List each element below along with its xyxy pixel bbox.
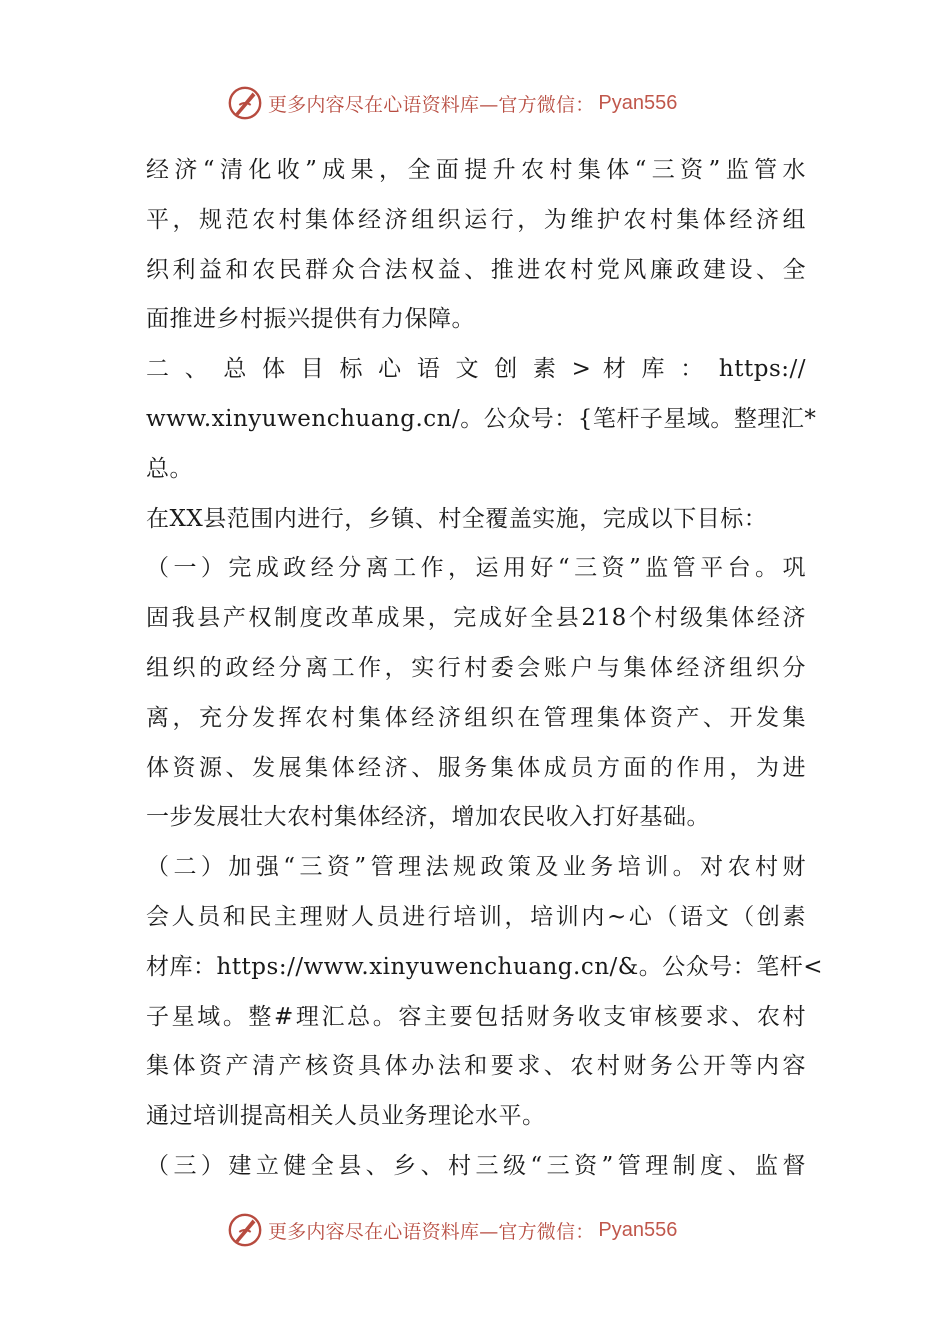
text-line: 固我县产权制度改革成果，完成好全县218个村级集体经济 (146, 605, 806, 632)
text-line: 织利益和农民群众合法权益、推进农村党风廉政建设、全 (146, 256, 806, 283)
text-line: （一）完成政经分离工作，运用好“三资”监管平台。巩 (146, 555, 806, 582)
text-line: 在XX县范围内进行，乡镇、村全覆盖实施，完成以下目标： (146, 505, 768, 532)
watermark-text: 更多内容尽在心语资料库—官方微信： (268, 93, 595, 116)
section-heading: 二 、 总 体 目 标 心 语 文 创 素 > 材 库 ： https:// (146, 356, 806, 383)
quill-logo-icon (226, 84, 264, 122)
text-line: 经济“清化收”成果，全面提升农村集体“三资”监管水 (146, 157, 806, 183)
text-line: 集体资产清产核资具体办法和要求、农村财务公开等内容 (146, 1053, 806, 1080)
watermark-text: 更多内容尽在心语资料库—官方微信： (268, 1220, 595, 1243)
text-line: （三）建立健全县、乡、村三级“三资”管理制度、监督 (146, 1152, 806, 1179)
wechat-id: Pyan556 (598, 91, 678, 114)
text-line: 组织的政经分离工作，实行村委会账户与集体经济组织分 (146, 654, 806, 681)
text-line: （二）加强“三资”管理法规政策及业务培训。对农村财 (146, 854, 806, 881)
text-line: 通过培训提高相关人员业务理论水平。 (146, 1103, 546, 1130)
text-line: 材库：https://www.xinyuwenchuang.cn/&。公众号：笔杆< (146, 953, 824, 980)
header-watermark (226, 83, 746, 123)
footer-watermark (226, 1210, 746, 1250)
text-line: 离，充分发挥农村集体经济组织在管理集体资产、开发集 (146, 704, 806, 731)
text-line: 面推进乡村振兴提供有力保障。 (146, 306, 475, 333)
wechat-id: Pyan556 (598, 1218, 678, 1241)
text-line: 体资源、发展集体经济、服务集体成员方面的作用，为进 (146, 754, 806, 781)
text-line: 总。 (146, 455, 193, 482)
text-line: 一步发展壮大农村集体经济，增加农民收入打好基础。 (146, 804, 710, 831)
text-line: 平，规范农村集体经济组织运行，为维护农村集体经济组 (146, 206, 806, 233)
document-body (146, 146, 824, 1192)
quill-logo-icon (226, 1211, 264, 1249)
text-line: www.xinyuwenchuang.cn/。公众号：{笔杆子星域。整理汇* (146, 405, 817, 432)
text-line: 子星域。整#理汇总。容主要包括财务收支审核要求、农村 (146, 1003, 806, 1030)
text-line: 会人员和民主理财人员进行培训，培训内~心（语文（创素 (146, 903, 806, 930)
